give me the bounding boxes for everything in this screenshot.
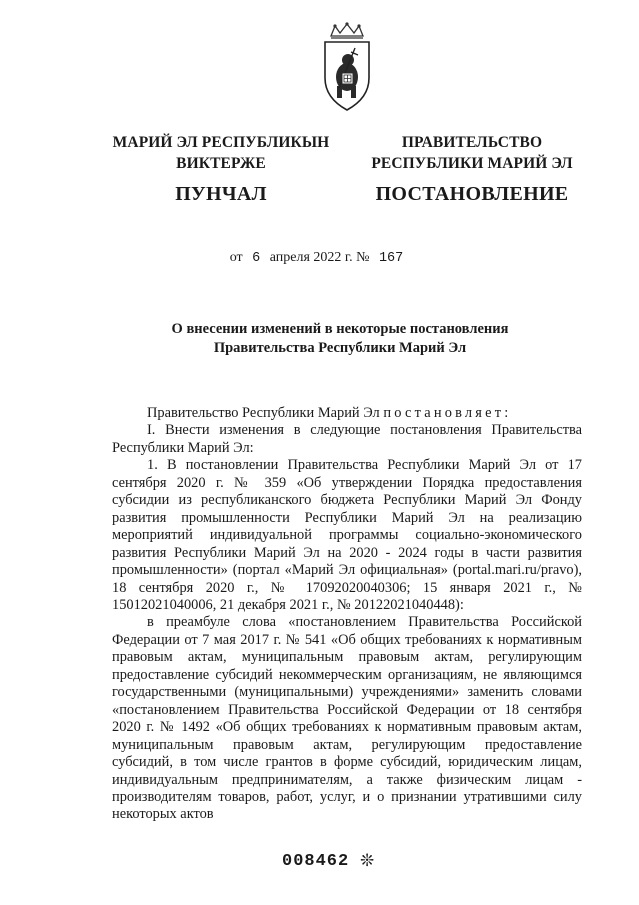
document-number: 167 bbox=[378, 251, 404, 266]
date-month-year: апреля 2022 г. № bbox=[269, 250, 370, 265]
header-right-line2: РЕСПУБЛИКИ МАРИЙ ЭЛ bbox=[371, 155, 573, 172]
form-serial-number: 008462 bbox=[282, 852, 350, 871]
intro-spaced-word: постановляет: bbox=[383, 405, 512, 421]
body-paragraph-3: в преамбуле слова «постановлением Правительства Российской Федерации от 7 мая 2017 г. № 541 «Об общих требованиях к нормативным правовым актам, муниципальным правовым актам, регулирующим предоставление субсидий некоммерческим организациям, не являющимся государственными (муниципальными) учреждениями» заменить словами «постановлением Правительства Российской Федерации от 18 сентября 2020 г. № 1492 «Об общих требованиях к нормативным правовым актам, муниципальным правовым актам, регулирующим предоставление субсидий, в том числе грантов в форме субсидий, юридическим лицам, индивидуальным предпринимателям, а также физическим лицам - производителям товаров, работ, услуг, и о признании утратившими силу некоторых актов bbox=[112, 614, 582, 823]
header-left-block bbox=[96, 132, 346, 207]
date-day: 6 bbox=[252, 251, 261, 266]
body-intro bbox=[112, 405, 582, 422]
header-right-title: ПОСТАНОВЛЕНИЕ bbox=[375, 183, 569, 205]
date-prefix: от bbox=[229, 250, 243, 265]
header-left-line2: ВИКТЕРЖЕ bbox=[176, 155, 266, 172]
subject-line1: О внесении изменений в некоторые постановления bbox=[171, 321, 509, 337]
document-subject bbox=[100, 320, 580, 358]
subject-line2: Правительства Республики Марий Эл bbox=[213, 340, 467, 356]
body-paragraph-1: I. Внести изменения в следующие постановления Правительства Республики Марий Эл: bbox=[112, 422, 582, 456]
header-right-line1: ПРАВИТЕЛЬСТВО bbox=[401, 134, 543, 151]
date-line bbox=[0, 250, 639, 266]
header-left-title: ПУНЧАЛ bbox=[175, 183, 267, 205]
republic-mari-el-coat-of-arms-icon bbox=[317, 22, 377, 114]
header-right-block bbox=[360, 132, 584, 207]
body-paragraph-2: 1. В постановлении Правительства Республики Марий Эл от 17 сентября 2020 г. № 359 «Об утверждении Порядка предоставления субсидии из республиканского бюджета Республики Марий Эл Фонду развития промышленности Республики Марий Эл на реализацию мероприятий индивидуальной программы социально-экономического развития Республики Марий Эл на 2020 - 2024 годы в части развития промышленности» (портал «Марий Эл официальная» (portal.mari.ru/pravo), 18 сентября 2020 г., № 17092020040306; 15 января 2021 г., № 15012021040006, 21 декабря 2021 г., № 20122021040448): bbox=[112, 457, 582, 613]
asterisk-mark-icon: ❊ bbox=[360, 851, 375, 870]
header-left-line1: МАРИЙ ЭЛ РЕСПУБЛИКЫН bbox=[112, 134, 330, 151]
document-body bbox=[112, 405, 582, 824]
intro-text: Правительство Республики Марий Эл bbox=[147, 405, 384, 421]
